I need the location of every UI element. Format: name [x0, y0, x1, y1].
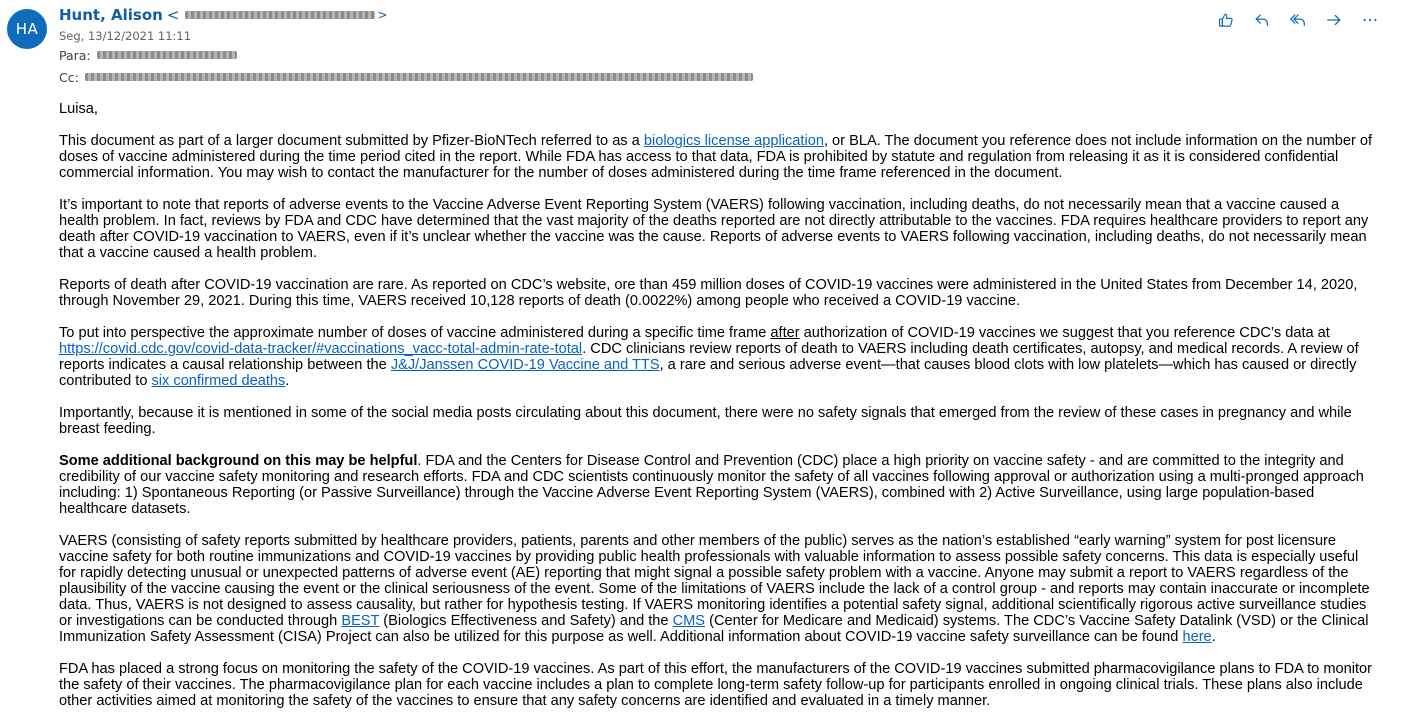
more-actions-button[interactable] [1352, 9, 1388, 31]
message-actions [1208, 9, 1388, 31]
text: To put into perspective the approximate number of doses of vaccine administered during a specific time frame [59, 325, 771, 341]
paragraph-pregnancy: Importantly, because it is mentioned in some of the social media posts circulating about this document, there were no safety signals that emerged from the review of these cases in pregnancy and while breast feeding. [59, 405, 1352, 437]
cms-link[interactable]: CMS [672, 613, 706, 629]
biologics-license-application-link[interactable]: biologics license application [643, 133, 824, 149]
cc-label: Cc: [59, 69, 79, 85]
reply-icon [1253, 11, 1271, 29]
reply-button[interactable] [1244, 9, 1280, 31]
paragraph-vaers-note: It’s important to note that reports of adverse events to the Vaccine Adverse Event Reporting System (VAERS) following vaccination, including deaths, do not necessarily mean that a vaccine caused a health problem. In fact, reviews by FDA and CDC have determined that the vast majority of the deaths reported are not directly attributable to the vaccines. FDA requires healthcare providers to report any death after COVID-19 vaccination to VAERS, even if it’s unclear whether the vaccine was the cause. Reports of adverse events to VAERS following vaccination, including deaths, do not necessarily mean that a vaccine caused a health problem. [59, 197, 1369, 261]
more-icon [1361, 11, 1379, 29]
redacted-cc-recipients[interactable] [85, 73, 753, 81]
text: . [1211, 629, 1216, 645]
paragraph-vaers-system [59, 533, 1379, 645]
paragraph-pharmacovigilance: FDA has placed a strong focus on monitoring the safety of the COVID-19 vaccines. As part of this effort, the manufacturers of the COVID-19 vaccines submitted pharmacovigilance plans to FDA to monitor the safety of their vaccines. The pharmacovigilance plan for each vaccine includes a plan to complete long-term safety follow-up for participants enrolled in ongoing clinical trials. These plans also include other activities aimed at monitoring the safety of the vaccines to ensure that any safety concerns are identified and evaluated in a timely manner. [59, 661, 1373, 709]
text: (Biologics Effectiveness and Safety) and the [379, 613, 673, 629]
text: authorization of COVID-19 vaccines we suggest that you reference CDC’s data at [799, 325, 1330, 341]
here-link[interactable]: here [1182, 629, 1212, 645]
forward-icon [1325, 11, 1343, 29]
bold-heading: Some additional background on this may be helpful [59, 453, 418, 469]
paragraph-bla [59, 133, 1379, 181]
like-button[interactable] [1208, 9, 1244, 31]
paragraph-death-reports: Reports of death after COVID-19 vaccination are rare. As reported on CDC’s website, ore than 459 million doses of COVID-19 vaccines were administered in the United States from December 14, 2020, through November 29, 2021. During this time, VAERS received 10,128 reports of death (0.0022%) among people who received a COVID-19 vaccine. [59, 277, 1358, 309]
underlined-after: after [770, 325, 800, 341]
reply-all-button[interactable] [1280, 9, 1316, 31]
six-confirmed-deaths-link[interactable]: six confirmed deaths [151, 373, 286, 389]
message-body [59, 101, 1379, 725]
paragraph-background [59, 453, 1379, 517]
avatar-initials: HA [15, 20, 39, 38]
cc-line [59, 66, 1390, 88]
jj-janssen-tts-link[interactable]: J&J/Janssen COVID-19 Vaccine and TTS [390, 357, 660, 373]
reply-all-icon [1289, 11, 1307, 29]
to-line [59, 44, 1390, 66]
message-date: Seg, 13/12/2021 11:11 [59, 29, 192, 43]
sender-email-open: < [166, 6, 180, 24]
message-header [59, 5, 1390, 88]
text: , a rare and serious adverse event—that causes blood clots with low platelets—which has caused or directly contributed to [59, 357, 1357, 389]
text: . FDA and the Centers for Disease Control and Prevention (CDC) place a high priority on vaccine safety - and are committed to the integrity and credibility of our vaccine safety monitoring and research efforts. FDA and CDC scientists continuously monitor the safety of all vaccines following approval or authorization using a multi-pronged approach including: 1) Spontaneous Reporting (or Passive Surveillance) through the Vaccine Adverse Event Reporting System (VAERS), combined with 2) Active Surveillance, using large population-based healthcare datasets. [59, 453, 1364, 517]
sender-name[interactable]: Hunt, Alison [59, 6, 163, 24]
best-link[interactable]: BEST [341, 613, 380, 629]
redacted-to-recipients[interactable] [97, 51, 237, 59]
sender-email-close: > [377, 8, 388, 22]
text: This document as part of a larger document submitted by Pfizer-BioNTech referred to as a [59, 133, 644, 149]
cdc-data-tracker-link[interactable]: https://covid.cdc.gov/covid-data-tracker/#vaccinations_vacc-total-admin-rate-total [59, 341, 583, 357]
sender-line [59, 5, 1390, 25]
text: , or BLA. The document you reference does not include information on the number of doses of vaccine administered during the time period cited in the report. While FDA has access to that data, FDA is prohibited by statute and regulation from releasing it as it is considered confidential commercial information. You may wish to contact the manufacturer for the number of doses administered during the time frame referenced in the document. [59, 133, 1373, 181]
avatar[interactable] [7, 9, 47, 49]
forward-button[interactable] [1316, 9, 1352, 31]
text: . [285, 373, 290, 389]
text: VAERS (consisting of safety reports submitted by healthcare providers, patients, parents and other members of the public) serves as the nation’s established “early warning” system for post licensure vaccine safety for both routine immunizations and COVID-19 vaccines by providing public health professionals with valuable information to assess possible safety concerns. This data is especially useful for rapidly detecting unusual or unexpected patterns of adverse event (AE) reporting that might signal a possible safety problem with a vaccine. Anyone may submit a report to VAERS regardless of the plausibility of the vaccine causing the event or the clinical seriousness of the event. Some of the limitations of VAERS include the lack of a control group - and reports may contain inaccurate or incomplete data. Thus, VAERS is not designed to assess causality, but rather for hypothesis testing. If VAERS monitoring identifies a potential safety signal, additional scientifically rigorous active surveillance studies or investigations can be conducted through [59, 533, 1370, 629]
paragraph-perspective [59, 325, 1379, 389]
like-icon [1217, 11, 1235, 29]
text: (Center for Medicare and Medicaid) systems. The CDC’s Vaccine Safety Datalink (VSD) or the Clinical Immunization Safety Assessment (CISA) Project can also be utilized for this purpose as well. Additional information about COVID-19 vaccine safety surveillance can be found [59, 613, 1369, 645]
text: . CDC clinicians review reports of death to VAERS including death certificates, autopsy, and medical records. A review of reports indicates a causal relationship between the [59, 341, 1359, 373]
redacted-sender-email [185, 11, 375, 19]
to-label: Para: [59, 47, 91, 63]
greeting: Luisa, [59, 101, 98, 117]
